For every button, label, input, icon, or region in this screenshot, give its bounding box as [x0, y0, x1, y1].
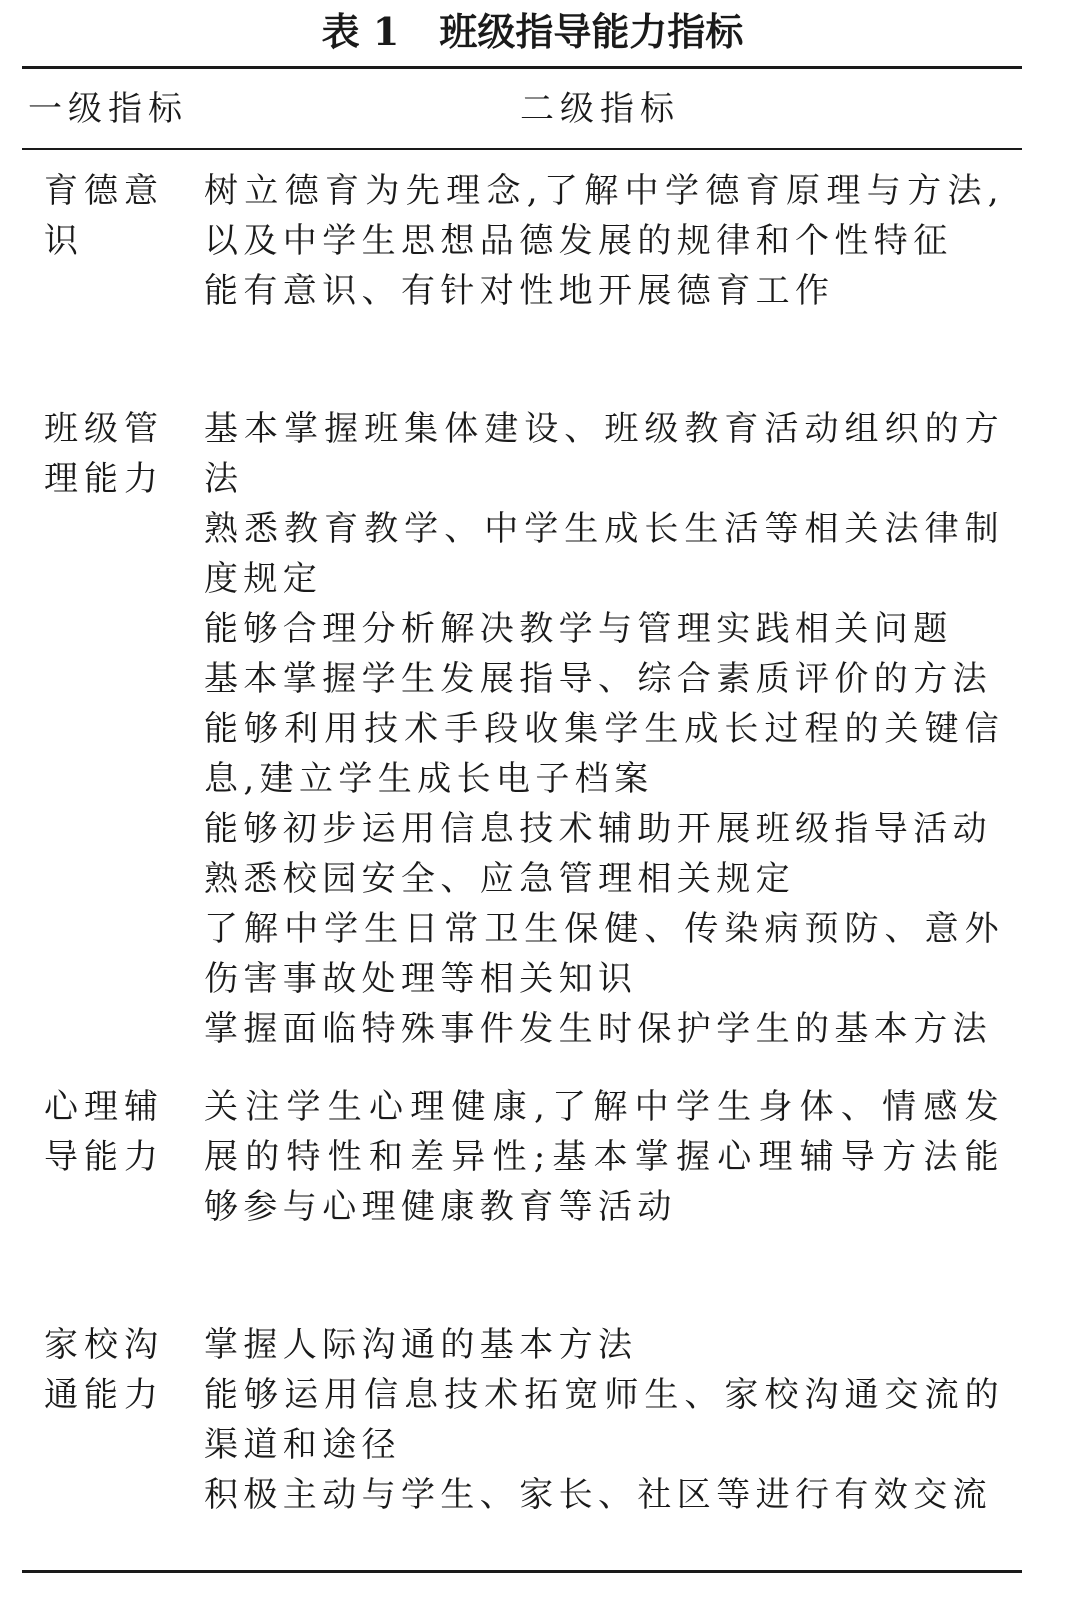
level1-cell: 班级管理能力	[44, 409, 164, 499]
level2-cell	[204, 1082, 1004, 1232]
level2-item: 基本掌握班集体建设、班级教育活动组织的方法	[204, 409, 1004, 499]
level2-item: 树立德育为先理念,了解中学德育原理与方法,以及中学生思想品德发展的规律和个性特征	[204, 171, 1004, 261]
top-rule	[22, 66, 1022, 69]
level2-item: 掌握人际沟通的基本方法	[204, 1325, 638, 1365]
level2-item: 能够初步运用信息技术辅助开展班级指导活动	[204, 809, 992, 849]
level1-cell: 育德意识	[44, 171, 164, 261]
level2-item: 掌握面临特殊事件发生时保护学生的基本方法	[204, 1009, 992, 1049]
header-level2: 二级指标	[520, 89, 680, 129]
level2-item: 熟悉教育教学、中学生成长生活等相关法律制度规定	[204, 509, 1004, 599]
table-header	[0, 82, 1065, 136]
bottom-rule	[22, 1570, 1022, 1573]
level2-item: 基本掌握学生发展指导、综合素质评价的方法	[204, 659, 992, 699]
table-caption	[0, 8, 1065, 56]
level2-item: 能有意识、有针对性地开展德育工作	[204, 271, 835, 311]
level2-cell	[204, 1320, 1004, 1520]
level2-item: 积极主动与学生、家长、社区等进行有效交流	[204, 1475, 992, 1515]
level1-cell: 心理辅导能力	[44, 1087, 164, 1177]
header-rule	[22, 148, 1022, 150]
table-number: 表 1	[321, 9, 400, 54]
level2-item: 能够运用信息技术拓宽师生、家校沟通交流的渠道和途径	[204, 1375, 1004, 1465]
table-title: 班级指导能力指标	[439, 9, 744, 54]
level2-item: 熟悉校园安全、应急管理相关规定	[204, 859, 795, 899]
level1-cell: 家校沟通能力	[44, 1325, 164, 1415]
header-level1: 一级指标	[28, 89, 188, 129]
level2-cell	[204, 166, 1004, 316]
level2-item: 关注学生心理健康,了解中学生身体、情感发展的特性和差异性;基本掌握心理辅导方法能够参与心理健康教育等活动	[204, 1087, 1004, 1227]
level2-item: 能够利用技术手段收集学生成长过程的关键信息,建立学生成长电子档案	[204, 709, 1004, 799]
level2-item: 了解中学生日常卫生保健、传染病预防、意外伤害事故处理等相关知识	[204, 909, 1004, 999]
level2-cell	[204, 404, 1004, 1054]
level2-item: 能够合理分析解决教学与管理实践相关问题	[204, 609, 953, 649]
